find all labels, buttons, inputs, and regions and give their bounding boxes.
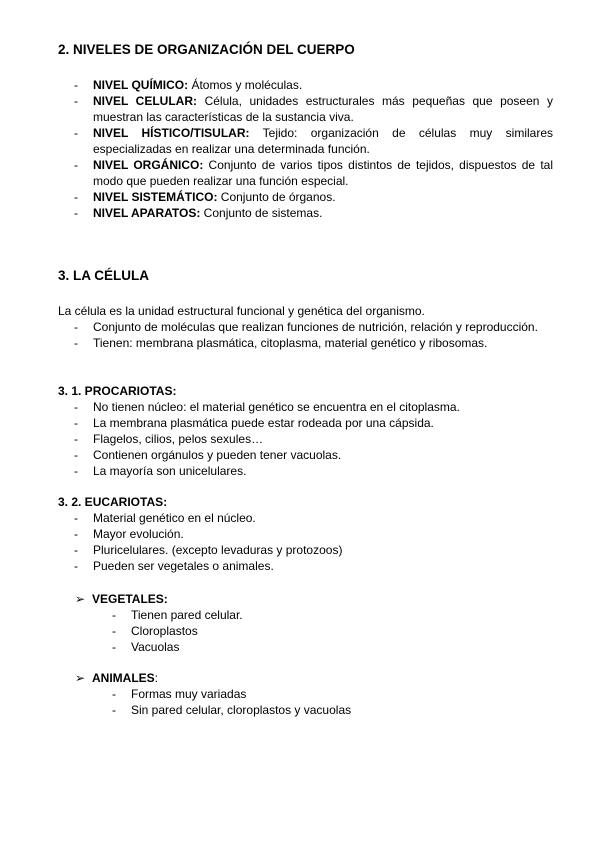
- item-text: Pluricelulares. (excepto levaduras y protozoos): [93, 543, 343, 557]
- dash-bullet: -: [74, 320, 78, 334]
- subsection-title-procariotas: 3. 1. PROCARIOTAS:: [58, 384, 177, 398]
- item-text: Vacuolas: [131, 640, 180, 654]
- procariotas-list: [58, 399, 460, 479]
- item-text: Célula, unidades estructurales más pequeñas que poseen y muestran las características de la sustancia viva.: [93, 94, 554, 124]
- list-item: [58, 319, 553, 335]
- section-title-niveles: 2. NIVELES DE ORGANIZACIÓN DEL CUERPO: [58, 42, 355, 57]
- list-item: [58, 463, 460, 479]
- arrow-bullet-icon: ➢: [75, 671, 86, 685]
- dash-bullet: -: [74, 448, 78, 462]
- dash-bullet: -: [74, 527, 78, 541]
- item-text: Pueden ser vegetales o animales.: [93, 559, 274, 573]
- list-item: [58, 335, 553, 351]
- celula-list: [58, 319, 553, 351]
- list-item: [58, 77, 553, 93]
- dash-bullet: -: [74, 336, 78, 350]
- animales-list: [58, 686, 351, 718]
- item-text: Conjunto de moléculas que realizan funciones de nutrición, relación y reproducción.: [93, 320, 538, 334]
- item-text: Cloroplastos: [131, 624, 198, 638]
- list-item: [58, 93, 553, 125]
- list-item: [58, 639, 243, 655]
- list-item: [58, 702, 351, 718]
- dash-bullet: -: [112, 624, 116, 638]
- item-text: No tienen núcleo: el material genético se encuentra en el citoplasma.: [93, 400, 460, 414]
- item-label: NIVEL QUÍMICO:: [93, 78, 189, 92]
- arrow-bullet-icon: ➢: [75, 592, 86, 606]
- dash-bullet: -: [74, 126, 78, 140]
- subsection-title-eucariotas: 3. 2. EUCARIOTAS:: [58, 495, 168, 509]
- item-text: Mayor evolución.: [93, 527, 184, 541]
- dash-bullet: -: [74, 78, 78, 92]
- item-text: Conjunto de órganos.: [217, 190, 336, 204]
- list-item: [58, 623, 243, 639]
- dash-bullet: -: [112, 703, 116, 717]
- list-item: [58, 415, 460, 431]
- dash-bullet: -: [74, 511, 78, 525]
- niveles-list: [58, 77, 553, 221]
- item-text: La membrana plasmática puede estar rodeada por una cápsida.: [93, 416, 434, 430]
- dash-bullet: -: [112, 687, 116, 701]
- list-item: [58, 526, 342, 542]
- list-item: [58, 510, 342, 526]
- list-item: [58, 686, 351, 702]
- eucariotas-list: [58, 510, 342, 574]
- dash-bullet: -: [74, 158, 78, 172]
- animales-heading: [75, 670, 158, 686]
- vegetales-list: [58, 607, 243, 655]
- animales-colon: :: [154, 671, 159, 685]
- item-text: La mayoría son unicelulares.: [93, 464, 247, 478]
- item-text: Conjunto de varios tipos distintos de tejidos, dispuestos de tal modo que pueden realizar una función especial.: [93, 158, 553, 188]
- list-item: [58, 125, 553, 157]
- item-text: Tejido: organización de células muy similares especializadas en realizar una determinada función.: [93, 126, 553, 156]
- list-item: [58, 542, 342, 558]
- item-label: NIVEL SISTEMÁTICO:: [93, 190, 218, 204]
- vegetales-title: VEGETALES:: [92, 592, 168, 606]
- list-item: [58, 607, 243, 623]
- item-text: Átomos y moléculas.: [188, 78, 303, 92]
- item-text: Sin pared celular, cloroplastos y vacuolas: [131, 703, 352, 717]
- dash-bullet: -: [74, 206, 78, 220]
- dash-bullet: -: [74, 416, 78, 430]
- list-item: [58, 431, 460, 447]
- list-item: [58, 447, 460, 463]
- item-text: Tienen: membrana plasmática, citoplasma, material genético y ribosomas.: [93, 336, 488, 350]
- dash-bullet: -: [112, 640, 116, 654]
- item-text: Material genético en el núcleo.: [93, 511, 256, 525]
- item-label: NIVEL ORGÁNICO:: [93, 158, 204, 172]
- item-label: NIVEL APARATOS:: [93, 206, 201, 220]
- list-item: [58, 558, 342, 574]
- item-text: Contienen orgánulos y pueden tener vacuolas.: [93, 448, 342, 462]
- dash-bullet: -: [74, 543, 78, 557]
- item-text: Formas muy variadas: [131, 687, 247, 701]
- list-item: [58, 205, 553, 221]
- vegetales-heading: [75, 591, 168, 607]
- list-item: [58, 399, 460, 415]
- item-text: Tienen pared celular.: [131, 608, 243, 622]
- celula-intro: La célula es la unidad estructural funcional y genética del organismo.: [58, 304, 425, 318]
- dash-bullet: -: [74, 464, 78, 478]
- dash-bullet: -: [74, 432, 78, 446]
- list-item: [58, 157, 553, 189]
- item-text: Flagelos, cilios, pelos sexules…: [93, 432, 264, 446]
- animales-title: ANIMALES: [92, 671, 155, 685]
- dash-bullet: -: [112, 608, 116, 622]
- dash-bullet: -: [74, 400, 78, 414]
- list-item: [58, 189, 553, 205]
- item-label: NIVEL CELULAR:: [93, 94, 198, 108]
- dash-bullet: -: [74, 190, 78, 204]
- dash-bullet: -: [74, 94, 78, 108]
- item-text: Conjunto de sistemas.: [200, 206, 323, 220]
- item-label: NIVEL HÍSTICO/TISULAR:: [93, 126, 250, 140]
- dash-bullet: -: [74, 559, 78, 573]
- section-title-celula: 3. LA CÉLULA: [58, 268, 149, 283]
